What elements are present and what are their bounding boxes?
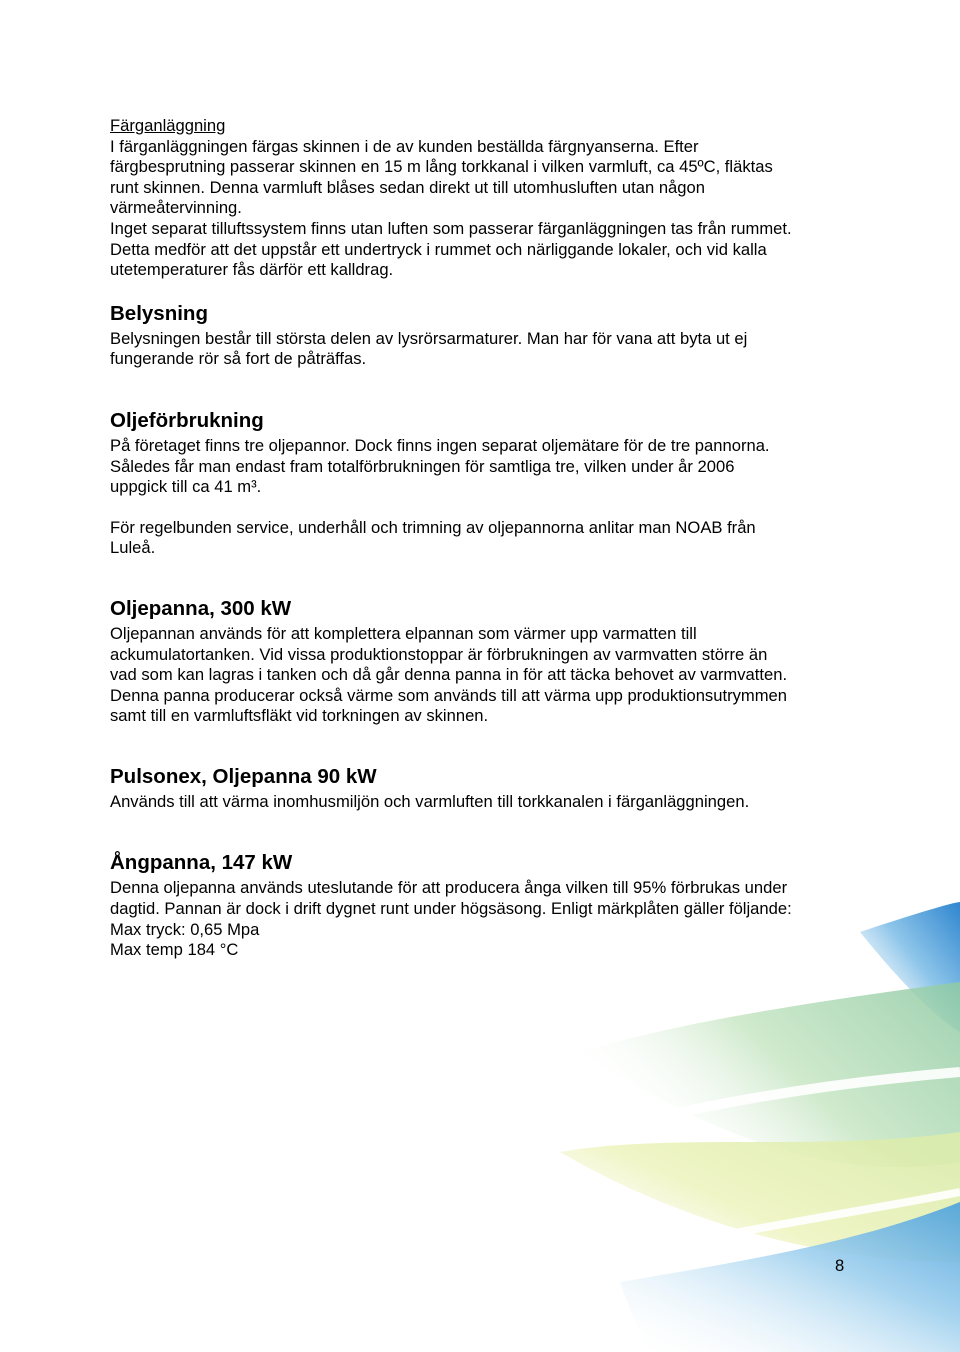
text-line: Inget separat tilluftssystem finns utan luften som passerar färganläggningen tas från rummet. bbox=[110, 218, 792, 238]
section-heading-belysning: Belysning bbox=[110, 301, 208, 325]
text-line: Max tryck: 0,65 Mpa bbox=[110, 919, 260, 939]
text-line: dagtid. Pannan är dock i drift dygnet runt under högsäsong. Enligt märkplåten gäller följande: bbox=[110, 899, 792, 919]
text-line: Luleå. bbox=[110, 538, 156, 558]
text-line: I färganläggningen färgas skinnen i de av kunden beställda färgnyanserna. Efter bbox=[110, 136, 699, 156]
text-line: uppgick till ca 41 m³. bbox=[110, 477, 262, 497]
section-heading-angpanna: Ångpanna, 147 kW bbox=[110, 851, 293, 875]
text-line: värmeåtervinning. bbox=[110, 198, 242, 218]
paragraph-angpanna bbox=[110, 878, 850, 960]
text-line: På företaget finns tre oljepannor. Dock finns ingen separat oljemätare för de tre pannorna. bbox=[110, 435, 770, 455]
swoosh-logo-icon bbox=[560, 902, 960, 1352]
page-content bbox=[110, 116, 850, 961]
text-line: samt till en varmluftsfläkt vid torkningen av skinnen. bbox=[110, 706, 489, 726]
text-line: Denna panna producerar också värme som används till att värma upp produktionsutrymmen bbox=[110, 685, 787, 705]
text-line: vad som kan lagras i tanken och då går denna panna in för att täcka behovet av varmvatten. bbox=[110, 665, 788, 685]
paragraph-oljepanna-300 bbox=[110, 624, 850, 727]
paragraph-pulsonex bbox=[110, 792, 850, 813]
paragraph-oljeforbrukning-service bbox=[110, 518, 850, 559]
text-line: Belysningen består till största delen av lysrörsarmaturer. Man har för vana att byta ut ej bbox=[110, 328, 748, 348]
section-heading-farganlaggning: Färganläggning bbox=[110, 116, 226, 135]
section-heading-oljepanna-300: Oljepanna, 300 kW bbox=[110, 596, 292, 620]
text-line: Denna oljepanna används uteslutande för att producera ånga vilken till 95% förbrukas under bbox=[110, 878, 788, 898]
text-line: Max temp 184 °C bbox=[110, 940, 239, 960]
text-line: runt skinnen. Denna varmluft blåses sedan direkt ut till utomhusluften utan någon bbox=[110, 177, 705, 197]
text-line: Detta medför att det uppstår ett undertryck i rummet och närliggande lokaler, och vid kalla bbox=[110, 239, 767, 259]
text-line: Oljepannan används för att komplettera elpannan som värmer upp varmatten till bbox=[110, 623, 697, 643]
text-line: färgbesprutning passerar skinnen en 15 m lång torkkanal i vilken varmluft, ca 45ºC, fläktas bbox=[110, 157, 773, 177]
text-line: utetemperaturer fås därför ett kalldrag. bbox=[110, 260, 394, 280]
text-line: Används till att värma inomhusmiljön och varmluften till torkkanalen i färganläggningen. bbox=[110, 791, 750, 811]
section-heading-oljeforbrukning: Oljeförbrukning bbox=[110, 408, 264, 432]
text-line: ackumulatortanken. Vid vissa produktionstoppar är förbrukningen av varmvatten större än bbox=[110, 644, 768, 664]
page-number: 8 bbox=[835, 1256, 845, 1275]
text-line: Således får man endast fram totalförbrukningen för samtliga tre, vilken under år 2006 bbox=[110, 456, 735, 476]
text-line: För regelbunden service, underhåll och trimning av oljepannorna anlitar man NOAB från bbox=[110, 517, 756, 537]
paragraph-oljeforbrukning bbox=[110, 436, 850, 498]
paragraph-farganlaggning bbox=[110, 137, 850, 281]
paragraph-belysning bbox=[110, 329, 850, 370]
text-line: fungerande rör så fort de påträffas. bbox=[110, 349, 367, 369]
section-heading-pulsonex: Pulsonex, Oljepanna 90 kW bbox=[110, 764, 377, 788]
